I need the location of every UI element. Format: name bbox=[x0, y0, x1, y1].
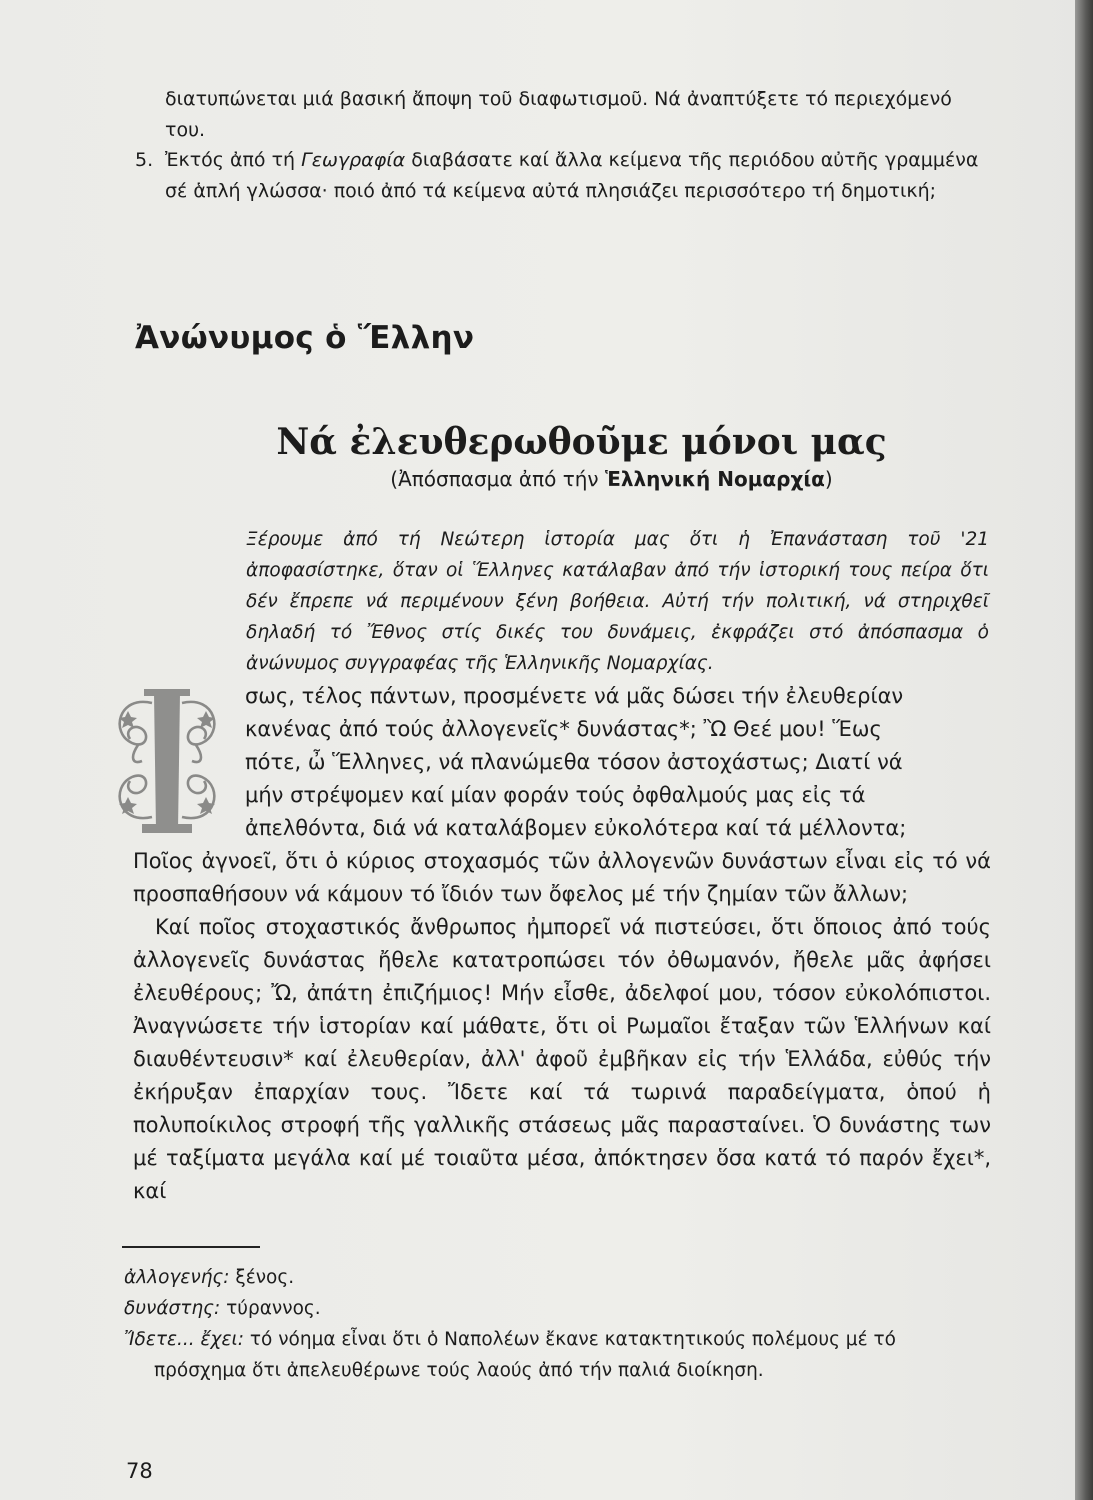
footnote-definition: τύραννος. bbox=[220, 1298, 321, 1319]
footnote-term: ἀλλογενής: bbox=[124, 1267, 230, 1288]
subtitle-suffix: ) bbox=[824, 467, 833, 491]
intro-paragraph bbox=[246, 524, 989, 679]
footnote-definition: τό νόημα εἶναι ὅτι ὁ Ναπολέων ἔκανε κατακτητικούς πολέμους μέ τό πρόσχημα ὅτι ἀπελευθέρωνε τούς λαούς ἀπό τήν παλιά διοίκηση. bbox=[154, 1329, 896, 1381]
question-5-italic: Γεωγραφία bbox=[301, 149, 406, 171]
question-4-continuation: διατυπώνεται μιά βασική ἄποψη τοῦ διαφωτισμοῦ. Νά ἀναπτύξετε τό περιεχόμενό του. bbox=[165, 88, 952, 141]
footnote-definition: ξένος. bbox=[229, 1267, 295, 1288]
text-subtitle bbox=[0, 467, 1093, 491]
footnote-divider bbox=[122, 1246, 260, 1248]
paragraph-1 bbox=[133, 680, 991, 911]
question-5-number: 5. bbox=[135, 149, 154, 171]
footnote-term: Ἴδετε... ἔχει: bbox=[124, 1329, 244, 1350]
paragraph-1-rest: Ποῖος ἀγνοεῖ, ὅτι ὁ κύριος στοχασμός τῶν ἀλλογενῶν δυνάστων εἶναι εἰς τό νά προσπαθήσουν νά κάμουν τό ἴδιόν των ὄφελος μέ τήν ζημίαν τῶν ἄλλων; bbox=[133, 849, 991, 906]
footnotes bbox=[124, 1262, 994, 1386]
footnote-term: δυνάστης: bbox=[124, 1298, 221, 1319]
main-text bbox=[133, 680, 991, 1208]
question-5-part1: Ἐκτός ἀπό τή bbox=[165, 149, 302, 171]
subtitle-prefix: (Ἀπόσπασμα ἀπό τήν bbox=[390, 467, 605, 491]
subtitle-source: Ἑλληνική Νομαρχία bbox=[604, 467, 825, 491]
footnote bbox=[124, 1262, 994, 1293]
paragraph-2: Καί ποῖος στοχαστικός ἄνθρωπος ἠμπορεῖ νά πιστεύσει, ὅτι ὅποιος ἀπό τούς ἀλλογενεῖς δυνάστας ἤθελε κατατροπώσει τόν ὀθωμανόν, ἤθελε μᾶς ἀφήσει ἐλευθέρους; Ὤ, ἀπάτη ἐπιζήμιος! Μήν εἶσθε, ἀδελφοί μου, τόσον εὐκολόπιστοι. Ἀναγνώσετε τήν ἱστορίαν καί μάθατε, ὅτι οἱ Ρωμαῖοι ἔταξαν τῶν Ἑλλήνων καί διαυθέντευσιν* καί ἐλευθερίαν, ἀλλ' ἀφοῦ ἐμβῆκαν εἰς τήν Ἑλλάδα, εὐθύς τήν ἐκήρυξαν ἐπαρχίαν τους. Ἴδετε καί τά τωρινά παραδείγματα, ὁπού ἡ πολυποίκιλος στροφή τῆς γαλλικῆς στάσεως μᾶς παρασταίνει. Ὁ δυνάστης των μέ ταξίματα μεγάλα καί μέ τοιαῦτα μέσα, ἀπόκτησεν ὅσα κατά τό παρόν ἔχει*, καί bbox=[133, 915, 991, 1203]
cap-line-5: ἀπελθόντα, διά νά καταλάβομεν εὐκολότερα καί τά μέλλοντα; bbox=[245, 816, 907, 840]
text-title: Νά ἐλευθερωθοῦμε μόνοι μας bbox=[276, 421, 887, 463]
book-binding-edge bbox=[1075, 0, 1093, 1500]
question-5-part2: διαβάσατε καί ἄλλα κείμενα τῆς περιόδου αὐτῆς γραμμένα σέ ἁπλή γλώσσα· ποιό ἀπό τά κείμενα αὐτά πλησιάζει περισσότερο τή δημοτική; bbox=[165, 149, 979, 202]
cap-line-1: σως, τέλος πάντων, προσμένετε νά μᾶς δώσει τήν ἐλευθερίαν bbox=[245, 684, 904, 708]
author-heading: Ἀνώνυμος ὁ Ἕλλην bbox=[135, 320, 475, 356]
question-5-text bbox=[165, 145, 995, 207]
cap-line-4: μήν στρέψομεν καί μίαν φοράν τούς ὀφθαλμούς μας εἰς τά bbox=[245, 783, 866, 807]
cap-line-3: πότε, ὦ Ἕλληνες, νά πλανώμεθα τόσον ἀστοχάστως; Διατί νά bbox=[245, 750, 903, 774]
footnote bbox=[124, 1324, 994, 1386]
intro-text: Ξέρουμε ἀπό τή Νεώτερη ἱστορία μας ὅτι ἡ Ἐπανάσταση τοῦ '21 ἀποφασίστηκε, ὅταν οἱ Ἕλληνες κατάλαβαν ἀπό τήν ἱστορική τους πείρα ὅτι δέν ἔπρεπε νά περιμένουν ξένη βοήθεια. Αὐτή τήν πολιτική, νά στηριχθεῖ δηλαδή τό Ἔθνος στίς δικές του δυνάμεις, ἐκφράζει στό ἀπόσπασμα ὁ ἀνώνυμος συγγραφέας τῆς Ἑλληνικῆς Νομαρχίας. bbox=[246, 529, 989, 674]
cap-line-2: κανένας ἀπό τούς ἀλλογενεῖς* δυνάστας*; Ὢ Θεέ μου! Ἕως bbox=[245, 717, 882, 741]
question-5 bbox=[135, 145, 995, 207]
footnote bbox=[124, 1293, 994, 1324]
page-number: 78 bbox=[126, 1459, 153, 1483]
